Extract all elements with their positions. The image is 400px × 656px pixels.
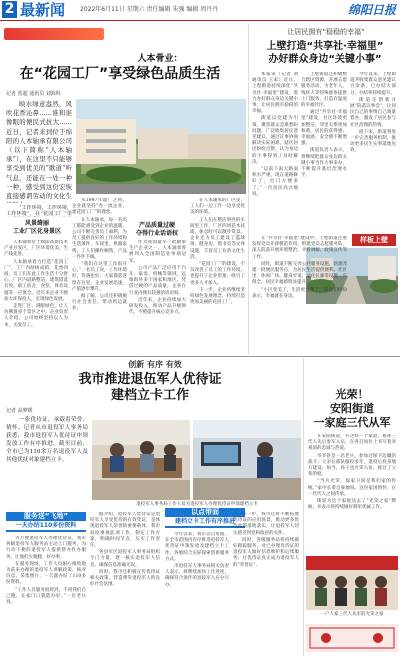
article1-col3: 作为我国最早一批轴承生产企业之一，人本轴承曾被列入全国制造业单项冠军。 公司产品广泛应用于汽车、家电、机械等领域，远销海外多个国家和地区。凭借过硬的产品质量，企业在行业内拥有较强的话语权。 近年来，企业持续加大研发投入，推动产品升级换代，不断提升核心竞争力。 bbox=[129, 240, 186, 316]
article1-col2-text: 从1997年建厂之初，企业就坚持“办一流企业、建花园工厂”的理念。 bbox=[72, 198, 127, 216]
factory-photo bbox=[76, 99, 246, 194]
article2-col4: 在“共享社·幸福里”建设中，上壁街道注重发挥党员先锋模范作用，组建党员志愿服务队，深入院落开展环境整治、矛盾调解、政策宣传等工作。 同时，街道不断完善公共服务设施，新建改建一批便民服务点，为居民生活提供便利。社区里，休闲广场、健身步道、文化长廊等设施一应俱全，居民幸福感明显提升。 “小区变美了，生活更方便了。”居民们纷纷表示，幸福就在身边。 bbox=[252, 236, 347, 299]
article1-col3-text: 作为我国最早一批轴承生产企业之一，人本轴承曾被列入全国制造业单项冠军。 bbox=[129, 240, 186, 264]
family-photo bbox=[306, 556, 398, 610]
article2-col3: 今年以来，上壁街道共收集群众意见建议百余条，已办结大部分，办结率持续提升。 街道还创新开展“院落议事会”，让居民自己的事情自己商量着办，激发了居民参与社区治理的热情。 接下来，街道将进一步完善服务机制，推动更多民生实事落地见效。 bbox=[350, 72, 396, 154]
office-photo-2-image bbox=[193, 420, 301, 500]
page-number: 2 bbox=[2, 1, 17, 18]
bottom-column-divider bbox=[303, 358, 304, 656]
article1-col2: 从1997年建厂之初，企业就坚持“办一流企业、建花园工厂”的理念。 在人本轴承，每一名员工都能感受到企业的温暖。公司不断完善员工福利，为员工提供良好的工作环境和生活条件。车间里，机器轰鸣，工人们操作娴熟，产品一件件下线。 “我们在这里工作很开心。”一名员工说，工作环境好，待遇也好，大家都愿意留在这里。企业发展迅速，产值逐年攀升。 据了解，公司还积极履行社会责任，带动周边就业。 bbox=[72, 198, 127, 312]
article1-lead2 bbox=[6, 205, 72, 217]
page-header bbox=[0, 0, 400, 21]
article3-lead bbox=[6, 416, 88, 502]
issue-meta: 2022年6月11日 星期六 责任编辑 朱强 编辑 周丹丹 bbox=[80, 6, 219, 13]
article1-sub2 bbox=[128, 222, 186, 238]
column-divider bbox=[248, 24, 249, 354]
article4-col1: 在安阳街道，有这样一个家庭，祖孙三代人先后参军入伍，在各自岗位上书写着对祖国的忠诚与热爱。 爷爷曾是一名老兵，参加过保卫边疆的战斗；父亲在部队服役多年，退役后投身地方建设；如今，孙子也光荣入伍，接过了父辈的枪。 “当兵光荣，保家卫国是我们家的传统。”家中长辈自豪地说。这份家国情怀，在一代代人之间传承。 街道为这个家庭送去了“光荣之家”牌匾，并表示将持续做好拥军优属工作。 bbox=[308, 434, 396, 511]
article1-lead2-text: “工作环境，工作环境，工作环境”，在“花园工厂”里 bbox=[6, 205, 72, 217]
banner2-subtitle: 建档立卡工作有序推进 bbox=[165, 517, 245, 526]
article1-lead bbox=[6, 100, 72, 203]
article1-col1-text: 人本轴承位于绵阳高新技术产业开发区，厂区环境优美、生产线先进。 bbox=[4, 240, 68, 258]
article1-col4-text: 在人本轴承的厂区里，工人们一边工作一边享受优美的环境。 bbox=[190, 198, 245, 216]
article2-col1: 本报讯（记者 刘 通讯员 王家）近日，上壁街道持续深化“共享社·幸福里”建设，着力办好群众身边关键小事，让居民拥有稳稳的幸福。 街道以党建为引领，聚焦群众急难愁盼问题，广泛收集居民意见建议，通过议事协商解决实际困难。辖区居民纷纷点赞，认为身边的小事得到了及时解决。 “以前下雨天路面积水严重，现在道路修好了，出门方便多了。”一位居民高兴地说。 bbox=[252, 72, 298, 197]
article1-sub1-text: 风景绮丽 工业厂区化身景区 bbox=[12, 220, 61, 235]
article3-author: 记者 高梦媛 bbox=[6, 408, 33, 414]
masthead-logo bbox=[4, 28, 104, 40]
decorative-banner bbox=[306, 624, 398, 652]
article4-title-text: 光荣！ 安阳街道 一家庭三代从军 bbox=[313, 388, 391, 429]
office-photo-1 bbox=[92, 420, 190, 500]
section-divider bbox=[0, 356, 400, 357]
banner2-title: 以点带面 bbox=[191, 508, 219, 516]
office-photo-2 bbox=[193, 420, 301, 500]
article1-lead-text: 映水绿意盎然，风吹花香沁鼻……谁和谁像眼的便民式抗大……近日，记者来到位于绵阳的人本轴承有限公司（以下简称“人本轴承”），在这里不只能够享受到优美的“歌道”听气息，还能在一处一种一种，感受到这份宏恢直接感谓劳动的文化生 bbox=[6, 100, 72, 201]
article1-kicker: 人本骨业： bbox=[137, 54, 183, 64]
article1-sub2-text: 产品质量过硬 夺得行业话语权 bbox=[135, 222, 178, 237]
article3-photo-caption: 退役军人事务局工作人员为退役军人办理优待证申领建档立卡 bbox=[136, 502, 258, 507]
decorative-banner-image bbox=[306, 624, 398, 652]
article3-col3: 今年以来，我市以点带面，在全市范围内有序推进退役军人优待证申领发放及建档立卡工作，各地结合实际探索创新服务方式。 市退役军人事务局相关负责人表示，将继续加快工作进度，确保符合条件的退役军人应办尽办。 bbox=[165, 532, 229, 588]
article2-kicker: 让居民拥有“稳稳的幸福” bbox=[287, 28, 365, 36]
article3-col4: 下一步，我市还将不断拓展优待证的应用场景，推动更多优待政策落地落实，让退役军人切实感受到党和政府的关怀。 同时，各级服务站将持续做好跟踪服务，对已办理优待证的退役军人做好信息维护和后续服务，让优待证真正成为退役军人的“荣誉证”。 bbox=[233, 512, 299, 568]
article4-title bbox=[306, 388, 398, 430]
article3-title bbox=[0, 372, 300, 404]
article3-kicker: 创新 有序 有效 bbox=[128, 360, 182, 369]
article1-sub1 bbox=[4, 220, 70, 236]
section-title: 最新闻 bbox=[20, 1, 66, 19]
article2-title bbox=[250, 40, 400, 66]
factory-photo-image bbox=[76, 99, 246, 194]
banner1 bbox=[6, 512, 86, 532]
article3-col2: 据介绍，退役军人优待证是退役军人享受优待的有效凭证，是体现退役军人荣誉的重要载体。我市高度重视此项工作，制定工作方案，明确时间节点，压实工作责任。 各县市区退役军人事务局组织专门力量，逐一核实退役军人信息，确保信息准确无误。 同时，我市还积极宣传优待证相关政策，营造尊崇退役军人的良好社会氛围。 bbox=[90, 512, 160, 588]
article1-title: 在“花园工厂”享受绿色品质生活 bbox=[19, 66, 221, 82]
article2-title-text: 上壁打造“共享社·幸福里” 办好群众身边“关键小事” bbox=[266, 41, 384, 65]
article1-col1: 人本轴承位于绵阳高新技术产业开发区，厂区环境优美、生产线先进。 人本轴承着力打造“花园工厂”，工厂内绿树成荫、花香四溢，员工们在此工作生活十分舒心。厂区内道路整洁，建筑错落有致。职工宿舍、食堂、体育设施等一应俱全。近年来企业不断加大环保投入，实现绿色发展。 走进厂区，满眼绿色，让人仿佛置身于景区之中。企业负责人介绍，公司始终坚持以人为本，关爱员工。 bbox=[4, 240, 68, 328]
family-photo-image bbox=[306, 556, 398, 610]
article3-lead-text: 一张优待证，承载着荣誉、情怀。记者从市退役军人事务局获悉，我市退役军人优待证申领发放工作有序推进，截至目前，全市已为110余万名退役军人及其他优抚对象建档立卡。 bbox=[6, 417, 88, 463]
office-photo-1-image bbox=[92, 420, 190, 500]
newspaper-brand: 绵阳日报 bbox=[347, 3, 396, 17]
article3-col1: 为方便退役军人办理优待证，我市各级退役军人服务站主动上门服务，为行动不便的退役军人提供帮办代办服务，让他们少跑腿、好办事。 在服务现场，工作人员耐心细致地为前来办理的退役军人讲解政策、核对信息、采集照片，一天就办结了110多份资料。 “工作人员服务很周到，不用我们自己跑，在家门口就能办好。”一位老兵说。 bbox=[6, 536, 86, 606]
banner1-subtitle: 一天办结110多份资料 bbox=[6, 521, 86, 530]
article1-col4: 在人本轴承的厂区里，工人们一边工作一边享受优美的环境。 工人们在整洁明亮的车间里工作，厂区四周花木扶疏，休息时可以散步赏景。企业还为员工建设了篮球场、健身房、图书室等文体设施，丰富员工业余文化生活。 “花园工厂”的建设，不仅改善了员工的工作环境，也提升了企业形象，吸引了更多人才加入。 下一步，企业将继续坚持绿色发展理念，持续打造更加美丽的花园工厂。 bbox=[190, 198, 245, 306]
article1-author: 记者 贺超 通讯员 刘海科 bbox=[6, 91, 61, 97]
banner1-title: 服务送“飞地” bbox=[23, 512, 69, 520]
article3-title-text: 我市推进退伍军人优待证 建档立卡工作 bbox=[78, 372, 222, 403]
article4-tag: 样板上壁 bbox=[352, 234, 396, 246]
article4-caption: 一户人家三代人从军的光荣之家 bbox=[320, 612, 384, 617]
article2-body: 本报讯（记者 刘 通讯员 王家）近日，上壁街道持续深化“共享社·幸福里”建设，着力办好群众身边关键小事，让居民拥有稳稳的幸福。 bbox=[252, 72, 298, 115]
article2-col2: 上壁街道还积极整合辖区资源，开展志愿服务活动，为老年人、残疾人等特殊群体提供上门服务，打造有温度的幸福社区。 通过“共享社·幸福里”建设，社区环境更加整洁，邻里关系更加和谐，居民的获得感、幸福感、安全感不断增强。 街道负责人表示，将继续把群众身边的关键小事当作大事来办，不断提升基层治理水平。 bbox=[301, 72, 347, 179]
